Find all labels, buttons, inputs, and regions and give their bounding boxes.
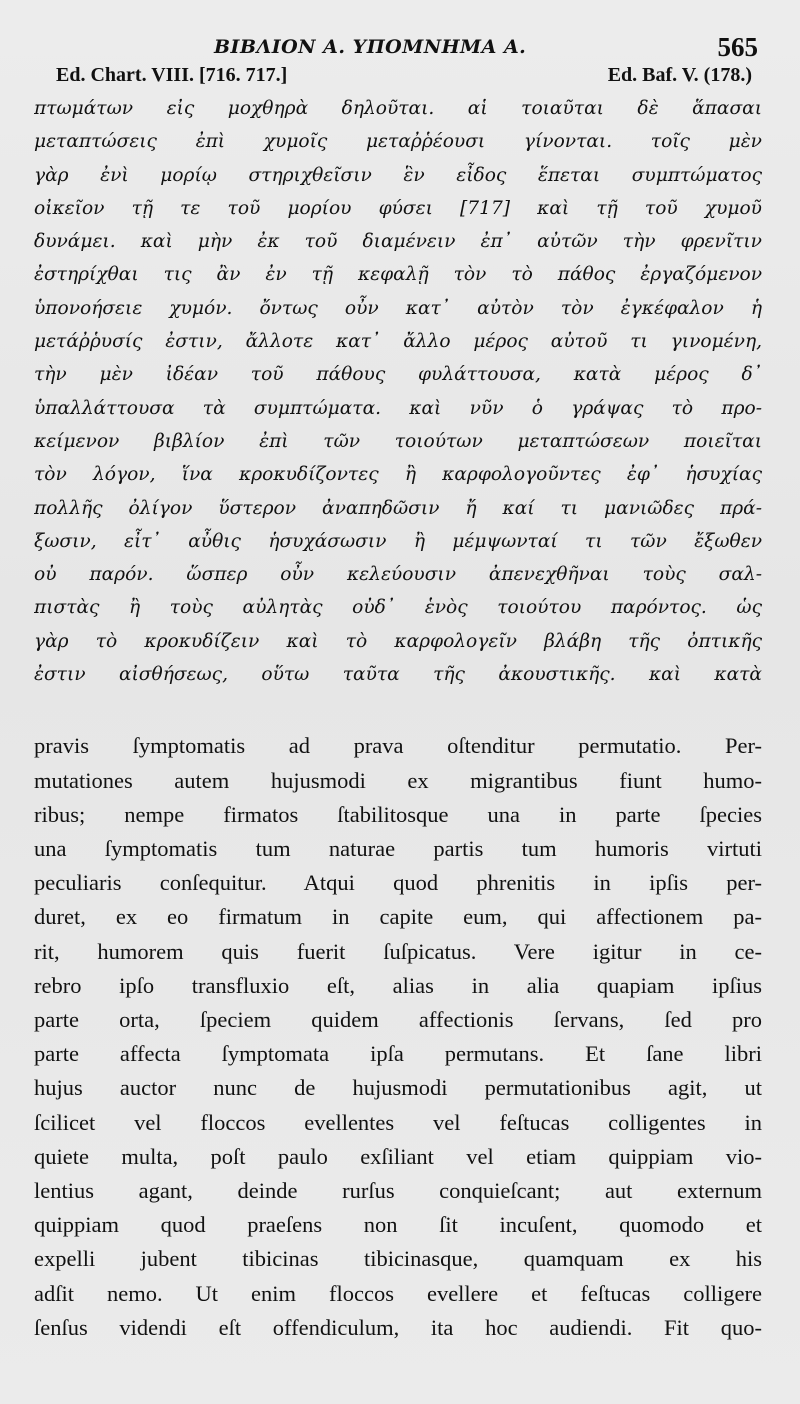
latin-text-line: ſenſus videndi eſt offendiculum, ita hoc audiendi. Fit quo- xyxy=(34,1314,762,1340)
latin-text-line: parte orta, ſpeciem quidem affectionis ſervans, ſed pro xyxy=(34,1006,762,1032)
latin-text-line: lentius agant, deinde rurſus conquieſcant; aut externum xyxy=(34,1177,762,1203)
latin-text-line: pravis ſymptomatis ad prava oſtenditur permutatio. Per- xyxy=(34,733,762,759)
greek-text-line: δυνάμει. καὶ μὴν ἐκ τοῦ διαμένειν ἐπ᾽ αὐτῶν τὴν φρενῖτιν xyxy=(34,231,762,253)
latin-text-line: ribus; nempe firmatos ſtabilitosque una in parte ſpecies xyxy=(34,801,762,827)
edition-chartier-reference: Ed. Chart. VIII. [716. 717.] xyxy=(56,64,288,86)
latin-text-block xyxy=(34,729,762,1345)
running-head xyxy=(34,26,762,62)
greek-text-line: ὑπαλλάττουσα τὰ συμπτώματα. καὶ νῦν ὁ γράψας τὸ προ- xyxy=(34,397,762,419)
greek-text-line: γὰρ τὸ κροκυδίζειν καὶ τὸ καρφολογεῖν βλάβη τῆς ὀπτικῆς xyxy=(34,630,762,652)
running-title: ΒΙΒΛΙΟΝ Α. ΥΠΟΜΝΗΜΑ Α. xyxy=(214,36,527,58)
greek-text-line: ὑπονοήσειε χυμόν. ὄντως οὖν κατ᾽ αὐτὸν τὸν ἐγκέφαλον ἡ xyxy=(34,297,762,319)
latin-text-line: quiete multa, poſt paulo exſiliant vel etiam quippiam vio- xyxy=(34,1143,762,1169)
latin-text-line: rit, humorem quis fuerit ſuſpicatus. Vere igitur in ce- xyxy=(34,938,762,964)
greek-text-line: οὐ παρόν. ὥσπερ οὖν κελεύουσιν ἀπενεχθῆναι τοὺς σαλ- xyxy=(34,564,762,586)
edition-references xyxy=(34,62,762,90)
greek-text-line: τὸν λόγον, ἵνα κροκυδίζοντες ἢ καρφολογοῦντες ἐφ᾽ ἡσυχίας xyxy=(34,464,762,486)
latin-text-line: ſcilicet vel floccos evellentes vel feſtucas colligentes in xyxy=(34,1109,762,1135)
page-number: 565 xyxy=(717,32,758,62)
greek-text-line: κείμενον βιβλίον ἐπὶ τῶν τοιούτων μεταπτώσεων ποιεῖται xyxy=(34,430,762,452)
edition-basel-reference: Ed. Baf. V. (178.) xyxy=(607,64,752,86)
greek-text-line: μετάῤῥυσίς ἐστιν, ἄλλοτε κατ᾽ ἄλλο μέρος αὐτοῦ τι γινομένη, xyxy=(34,331,762,353)
greek-text-line: ἐστιν αἰσθήσεως, οὕτω ταῦτα τῆς ἀκουστικῆς. καὶ κατὰ xyxy=(34,664,762,686)
greek-text-line: πολλῆς ὀλίγον ὕστερον ἀναπηδῶσιν ἤ καί τι μανιῶδες πρά- xyxy=(34,497,762,519)
latin-text-line: rebro ipſo transfluxio eſt, alias in alia quapiam ipſius xyxy=(34,972,762,998)
latin-text-line: hujus auctor nunc de hujusmodi permutationibus agit, ut xyxy=(34,1075,762,1101)
latin-text-line: parte affecta ſymptomata ipſa permutans. Et ſane libri xyxy=(34,1041,762,1067)
greek-text-line: γὰρ ἐνὶ μορίῳ στηριχθεῖσιν ἓν εἶδος ἕπεται συμπτώματος xyxy=(34,164,762,186)
greek-text-line: μεταπτώσεις ἐπὶ χυμοῖς μεταῤῥέουσι γίνονται. τοῖς μὲν xyxy=(34,131,762,153)
greek-text-line: ξωσιν, εἶτ᾽ αὖθις ἡσυχάσωσιν ἢ μέμψωνταί τι τῶν ἔξωθεν xyxy=(34,530,762,552)
greek-text-block xyxy=(34,92,762,691)
greek-text-line: πιστὰς ἢ τοὺς αὐλητὰς οὐδ᾽ ἑνὸς τοιούτου παρόντος. ὡς xyxy=(34,597,762,619)
greek-text-line: ἐστηρίχθαι τις ἂν ἐν τῇ κεφαλῇ τὸν τὸ πάθος ἐργαζόμενον xyxy=(34,264,762,286)
latin-text-line: quippiam quod praeſens non ſit incuſent, quomodo et xyxy=(34,1212,762,1238)
greek-text-line: πτωμάτων εἰς μοχθηρὰ δηλοῦται. αἱ τοιαῦται δὲ ἅπασαι xyxy=(34,98,762,119)
latin-text-line: expelli jubent tibicinas tibicinasque, quamquam ex his xyxy=(34,1246,762,1272)
greek-text-line: τὴν μὲν ἰδέαν τοῦ πάθους φυλάττουσα, κατὰ μέρος δ᾽ xyxy=(34,364,762,386)
latin-text-line: adſit nemo. Ut enim floccos evellere et feſtucas colligere xyxy=(34,1280,762,1306)
latin-text-line: peculiaris conſequitur. Atqui quod phrenitis in ipſis per- xyxy=(34,870,762,896)
latin-text-line: mutationes autem hujusmodi ex migrantibus fiunt humo- xyxy=(34,767,762,793)
latin-text-line: una ſymptomatis tum naturae partis tum humoris virtuti xyxy=(34,835,762,861)
greek-text-line: οἰκεῖον τῇ τε τοῦ μορίου φύσει [717] καὶ τῇ τοῦ χυμοῦ xyxy=(34,197,762,219)
latin-text-line: duret, ex eo firmatum in capite eum, qui affectionem pa- xyxy=(34,904,762,930)
